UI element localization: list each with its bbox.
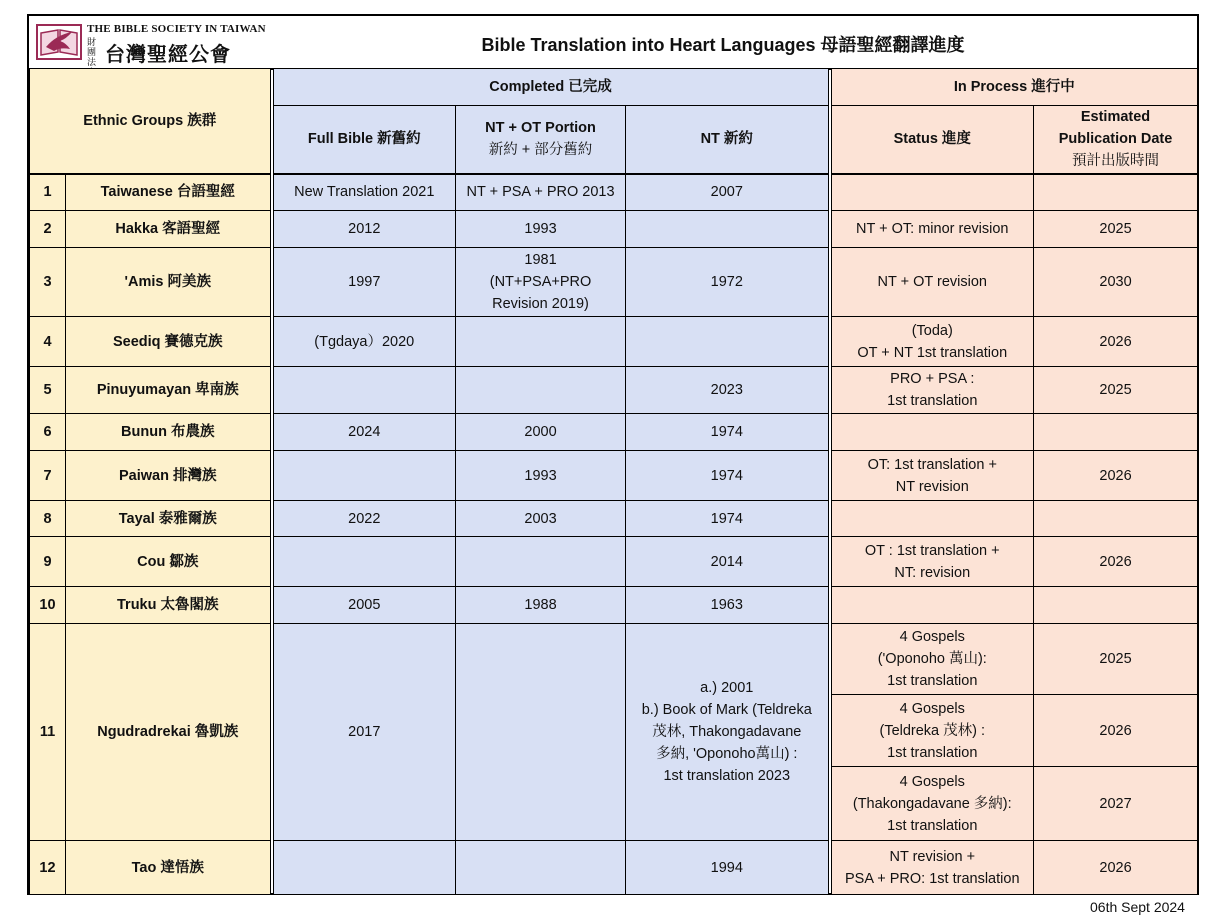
- date-cell: 2025: [1034, 367, 1198, 414]
- portion-cell: 1993: [456, 211, 626, 248]
- row-number: 8: [30, 501, 66, 537]
- full-bible-cell: 2005: [272, 587, 456, 624]
- header-nt-ot-portion: NT + OT Portion 新約 + 部分舊約: [456, 106, 626, 174]
- table-row: [30, 841, 1198, 895]
- portion-cell: 1981 (NT+PSA+PRO Revision 2019): [456, 248, 626, 317]
- ethnic-group-name: Bunun 布農族: [66, 414, 272, 451]
- ethnic-group-name: Taiwanese 台語聖經: [66, 174, 272, 211]
- portion-cell: 1993: [456, 451, 626, 501]
- header-full-bible: Full Bible 新舊約: [272, 106, 456, 174]
- document-frame: [27, 14, 1199, 895]
- row-number: 4: [30, 317, 66, 367]
- date-cell: 2026: [1034, 317, 1198, 367]
- table-row: [30, 367, 1198, 414]
- full-bible-cell: 2024: [272, 414, 456, 451]
- full-bible-cell: 2022: [272, 501, 456, 537]
- row-number: 9: [30, 537, 66, 587]
- portion-cell: [456, 537, 626, 587]
- nt-cell: 2007: [626, 174, 830, 211]
- portion-cell: 2003: [456, 501, 626, 537]
- portion-cell: [456, 841, 626, 895]
- nt-cell: [626, 317, 830, 367]
- portion-cell: 1988: [456, 587, 626, 624]
- header-ethnic-groups: Ethnic Groups 族群: [30, 69, 272, 174]
- row-number: 10: [30, 587, 66, 624]
- full-bible-cell: [272, 841, 456, 895]
- document-title: Bible Translation into Heart Languages 母語聖經翻譯進度: [481, 35, 965, 55]
- status-cell: 4 Gospels ('Oponoho 萬山): 1st translation: [830, 624, 1034, 695]
- row-number: 2: [30, 211, 66, 248]
- org-name-english: THE BIBLE SOCIETY IN TAIWAN: [87, 23, 266, 35]
- status-cell: OT : 1st translation + NT: revision: [830, 537, 1034, 587]
- status-cell: 4 Gospels (Teldreka 茂林) : 1st translation: [830, 695, 1034, 767]
- date-cell: 2026: [1034, 695, 1198, 767]
- table-row: [30, 587, 1198, 624]
- status-cell: NT revision + PSA + PRO: 1st translation: [830, 841, 1034, 895]
- portion-cell: [456, 367, 626, 414]
- nt-cell: 1994: [626, 841, 830, 895]
- full-bible-cell: [272, 367, 456, 414]
- org-prefix-chinese: 財團法: [87, 38, 97, 68]
- date-cell: 2030: [1034, 248, 1198, 317]
- nt-cell: 2014: [626, 537, 830, 587]
- nt-cell: 2023: [626, 367, 830, 414]
- table-row: [30, 317, 1198, 367]
- table-row: [30, 414, 1198, 451]
- date-cell: 2026: [1034, 841, 1198, 895]
- table-row: [30, 211, 1198, 248]
- ethnic-group-name: Ngudradrekai 魯凱族: [66, 624, 272, 841]
- nt-cell: [626, 211, 830, 248]
- row-number: 6: [30, 414, 66, 451]
- nt-cell: 1963: [626, 587, 830, 624]
- row-number: 12: [30, 841, 66, 895]
- full-bible-cell: 1997: [272, 248, 456, 317]
- org-name-chinese: 台灣聖經公會: [105, 42, 231, 66]
- status-cell: NT + OT: minor revision: [830, 211, 1034, 248]
- header-nt: NT 新約: [626, 106, 830, 174]
- date-cell: 2026: [1034, 451, 1198, 501]
- ethnic-group-name: Seediq 賽德克族: [66, 317, 272, 367]
- bible-society-logo-icon: [36, 23, 82, 61]
- date-cell: [1034, 174, 1198, 211]
- full-bible-cell: 2017: [272, 624, 456, 841]
- date-cell: [1034, 587, 1198, 624]
- date-cell: 2027: [1034, 767, 1198, 841]
- portion-cell: 2000: [456, 414, 626, 451]
- status-cell: OT: 1st translation + NT revision: [830, 451, 1034, 501]
- portion-cell: NT + PSA + PRO 2013: [456, 174, 626, 211]
- row-number: 11: [30, 624, 66, 841]
- header-publication-date: Estimated Publication Date 預計出版時間: [1034, 106, 1198, 174]
- portion-cell: [456, 317, 626, 367]
- ethnic-group-name: Tao 達悟族: [66, 841, 272, 895]
- ethnic-group-name: Tayal 泰雅爾族: [66, 501, 272, 537]
- nt-cell: 1974: [626, 451, 830, 501]
- nt-cell: a.) 2001 b.) Book of Mark (Teldreka 茂林, Thakongadavane 多納, 'Oponoho萬山) : 1st translation 2023: [626, 624, 830, 841]
- table-row: [30, 501, 1198, 537]
- title-bar: [29, 16, 1197, 70]
- table-row: [30, 174, 1198, 211]
- header-status: Status 進度: [830, 106, 1034, 174]
- full-bible-cell: [272, 537, 456, 587]
- ethnic-group-name: Pinuyumayan 卑南族: [66, 367, 272, 414]
- date-cell: 2025: [1034, 211, 1198, 248]
- full-bible-cell: [272, 451, 456, 501]
- portion-cell: [456, 624, 626, 841]
- full-bible-cell: 2012: [272, 211, 456, 248]
- date-cell: [1034, 501, 1198, 537]
- row-number: 5: [30, 367, 66, 414]
- status-cell: (Toda) OT + NT 1st translation: [830, 317, 1034, 367]
- table-row: [30, 451, 1198, 501]
- document-date: 06th Sept 2024: [1090, 899, 1185, 915]
- date-cell: 2025: [1034, 624, 1198, 695]
- table-row: [30, 537, 1198, 587]
- status-cell: [830, 501, 1034, 537]
- ethnic-group-name: 'Amis 阿美族: [66, 248, 272, 317]
- header-completed: Completed 已完成: [272, 69, 830, 106]
- row-number: 3: [30, 248, 66, 317]
- translation-progress-table: [29, 68, 1198, 895]
- status-cell: [830, 174, 1034, 211]
- full-bible-cell: New Translation 2021: [272, 174, 456, 211]
- ethnic-group-name: Paiwan 排灣族: [66, 451, 272, 501]
- row-number: 1: [30, 174, 66, 211]
- status-cell: 4 Gospels (Thakongadavane 多納): 1st translation: [830, 767, 1034, 841]
- full-bible-cell: (Tgdaya）2020: [272, 317, 456, 367]
- ethnic-group-name: Cou 鄒族: [66, 537, 272, 587]
- nt-cell: 1974: [626, 414, 830, 451]
- nt-cell: 1972: [626, 248, 830, 317]
- ethnic-group-name: Truku 太魯閣族: [66, 587, 272, 624]
- ethnic-group-name: Hakka 客語聖經: [66, 211, 272, 248]
- table-row: [30, 248, 1198, 317]
- table-row: [30, 624, 1198, 695]
- status-cell: [830, 587, 1034, 624]
- date-cell: [1034, 414, 1198, 451]
- date-cell: 2026: [1034, 537, 1198, 587]
- status-cell: [830, 414, 1034, 451]
- status-cell: NT + OT revision: [830, 248, 1034, 317]
- nt-cell: 1974: [626, 501, 830, 537]
- header-in-process: In Process 進行中: [830, 69, 1198, 106]
- status-cell: PRO + PSA : 1st translation: [830, 367, 1034, 414]
- row-number: 7: [30, 451, 66, 501]
